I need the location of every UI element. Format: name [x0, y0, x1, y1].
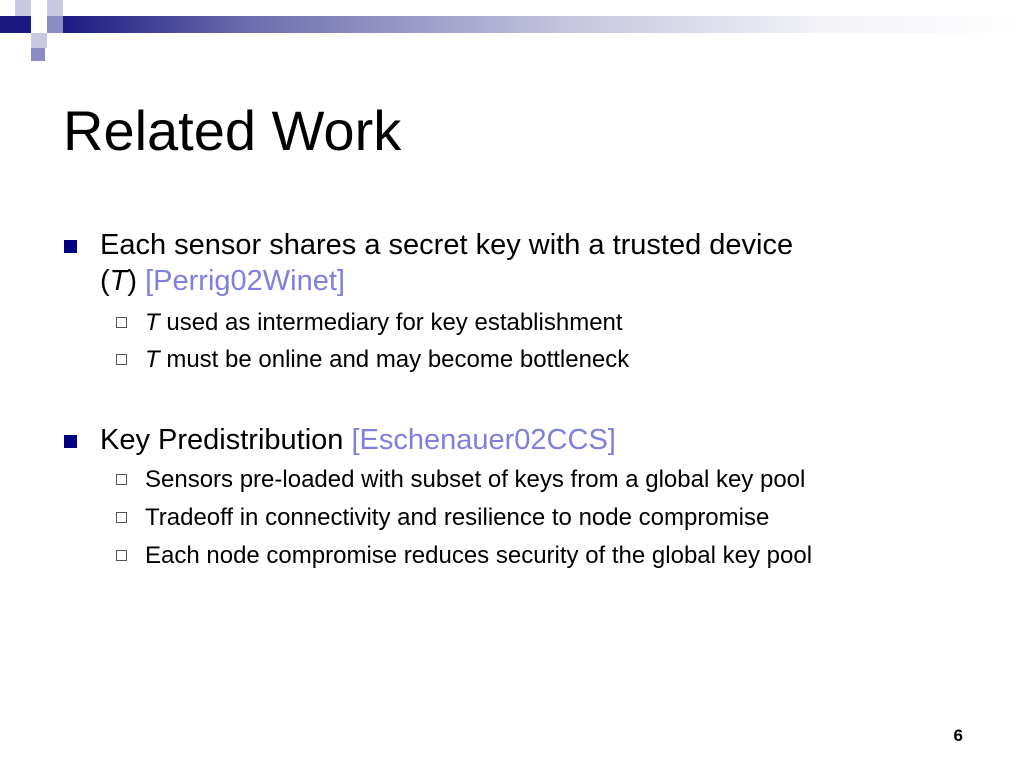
- paren-open: (: [100, 265, 110, 297]
- bullet-item: [100, 422, 980, 458]
- bullet-item: [100, 227, 980, 299]
- sub-bullet-box-icon: [116, 354, 127, 365]
- sub-bullet-text: Tradeoff in connectivity and resilience to node compromise: [145, 504, 770, 531]
- sub-bullet-box-icon: [116, 512, 127, 523]
- bullet-text: Each sensor shares a secret key with a trusted device: [100, 229, 794, 261]
- citation: [Perrig02Winet]: [145, 265, 345, 297]
- bullet-square-icon: [64, 435, 77, 448]
- bullet-text: Key Predistribution: [100, 424, 352, 456]
- variable-t: T: [145, 346, 160, 373]
- sub-bullet-item: [145, 541, 1005, 571]
- variable-t: T: [145, 309, 160, 336]
- paren-close: ): [127, 265, 138, 297]
- sub-bullet-item: [145, 345, 1005, 375]
- sub-bullet-box-icon: [116, 317, 127, 328]
- sub-bullet-item: [145, 465, 1005, 495]
- sub-bullet-box-icon: [116, 550, 127, 561]
- bullet-square-icon: [64, 240, 77, 253]
- slide-title: Related Work: [63, 99, 402, 162]
- sub-bullet-text: must be online and may become bottleneck: [159, 346, 630, 373]
- sub-bullet-text: Sensors pre-loaded with subset of keys from a global key pool: [145, 466, 806, 493]
- page-number: 6: [953, 726, 963, 745]
- citation: [Eschenauer02CCS]: [351, 424, 616, 456]
- sub-bullet-box-icon: [116, 474, 127, 485]
- sub-bullet-item: [145, 308, 1005, 338]
- sub-bullet-item: [145, 503, 1005, 533]
- sub-bullet-text: Each node compromise reduces security of the global key pool: [145, 542, 813, 569]
- sub-bullet-text: used as intermediary for key establishment: [159, 309, 623, 336]
- variable-t: T: [109, 265, 128, 297]
